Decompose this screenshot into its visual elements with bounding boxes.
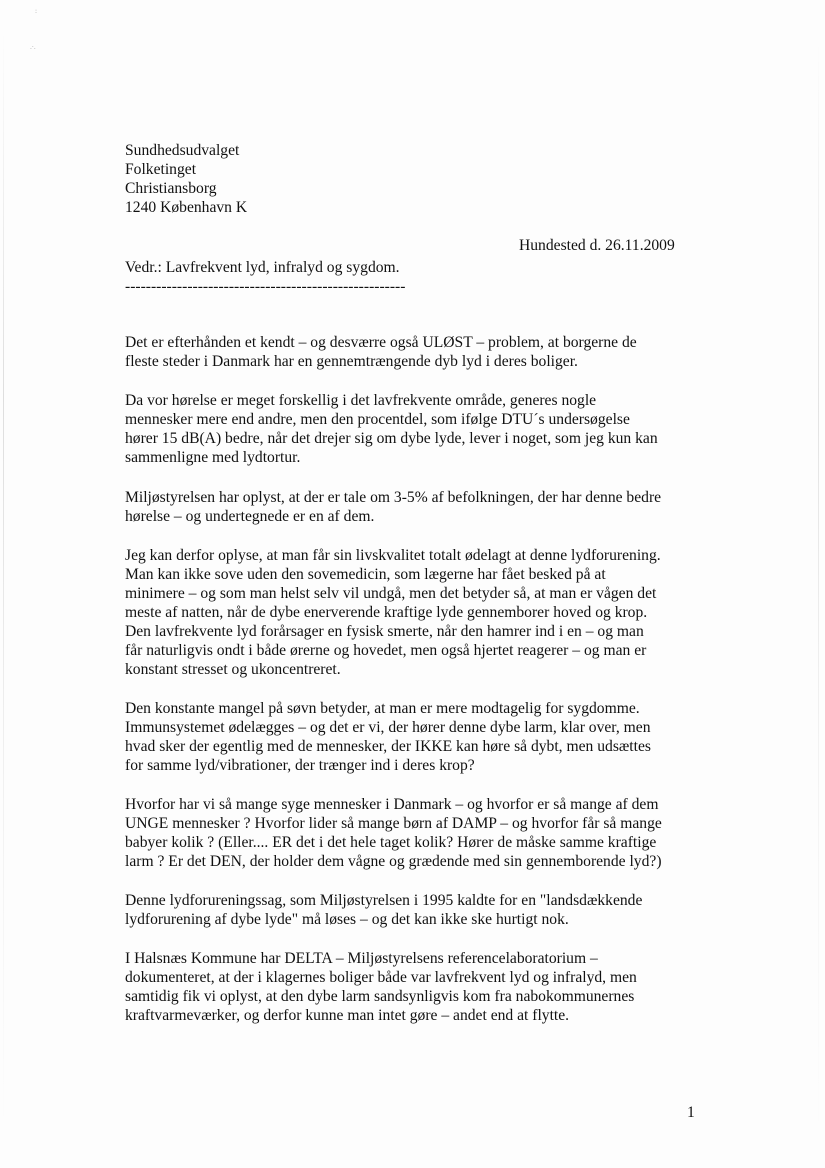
text-line: Denne lydforureningssag, som Miljøstyrelsen i 1995 kaldte for en "landsdækkende	[125, 892, 643, 909]
scan-edge-left	[3, 30, 4, 1130]
address-line: Folketinget	[125, 161, 197, 178]
text-line: dokumenteret, at der i klagernes boliger både var lavfrekvent lyd og infralyd, men	[125, 969, 637, 986]
scan-edge-right	[818, 40, 819, 1140]
text-line: fleste steder i Danmark har en gennemtrængende dyb lyd i deres boliger.	[125, 353, 578, 370]
paragraph	[125, 488, 700, 526]
text-line: I Halsnæs Kommune har DELTA – Miljøstyrelsens referencelaboratorium –	[125, 950, 598, 967]
text-line: lydforurening af dybe lyde" må løses – og det kan ikke ske hurtigt nok.	[125, 911, 569, 928]
address-line: Sundhedsudvalget	[125, 142, 240, 159]
text-line: hører 15 dB(A) bedre, når det drejer sig om dybe lyde, lever i noget, som jeg kun kan	[125, 430, 658, 447]
paragraph	[125, 546, 700, 679]
paragraph	[125, 333, 700, 371]
text-line: babyer kolik ? (Eller.... ER det i det hele taget kolik? Hører de måske samme kraftige	[125, 834, 657, 851]
text-line: mennesker mere end andre, men den procentdel, som ifølge DTU´s undersøgelse	[125, 411, 630, 428]
text-line: hørelse – og undertegnede er en af dem.	[125, 508, 375, 525]
paragraph	[125, 891, 700, 929]
text-line: sammenligne med lydtortur.	[125, 449, 301, 466]
text-line: Den konstante mangel på søvn betyder, at man er mere modtagelig for sygdomme.	[125, 700, 640, 717]
text-line: Hvorfor har vi så mange syge mennesker i Danmark – og hvorfor er så mange af dem	[125, 796, 659, 813]
text-line: larm ? Er det DEN, der holder dem vågne og grædende med sin gennemborende lyd?)	[125, 853, 662, 870]
dateline: Hundested d. 26.11.2009	[519, 237, 675, 254]
text-line: UNGE mennesker ? Hvorfor lider så mange børn af DAMP – og hvorfor får så mange	[125, 815, 662, 832]
text-line: kraftvarmeværker, og derfor kunne man intet gøre – andet end at flytte.	[125, 1007, 570, 1024]
text-line: samtidig fik vi oplyst, at den dybe larm sandsynligvis kom fra nabokommunernes	[125, 988, 635, 1005]
letter-body	[125, 333, 700, 1045]
text-line: Man kan ikke sove uden den sovemedicin, som lægerne har fået besked på at	[125, 566, 606, 583]
paragraph	[125, 949, 700, 1025]
text-line: konstant stresset og ukoncentreret.	[125, 661, 341, 678]
page-number: 1	[687, 1104, 695, 1121]
subject-underline: ------------------------------------------------------	[125, 278, 406, 295]
address-line: Christiansborg	[125, 180, 217, 197]
recipient-address	[125, 141, 247, 217]
text-line: meste af natten, når de dybe enerverende kraftige lyde gennemborer hoved og krop.	[125, 604, 648, 621]
subject-line: Vedr.: Lavfrekvent lyd, infralyd og sygdom.	[125, 259, 400, 276]
text-line: Jeg kan derfor oplyse, at man får sin livskvalitet totalt ødelagt at denne lydforurening.	[125, 547, 661, 564]
text-line: hvad sker der egentlig med de mennesker, der IKKE kan høre så dybt, men udsættes	[125, 738, 651, 755]
scan-speck: .·.	[30, 44, 36, 51]
text-line: får naturligvis ondt i både ørerne og hovedet, men også hjertet reagerer – og man er	[125, 642, 647, 659]
text-line: Det er efterhånden et kendt – og desværre også ULØST – problem, at borgerne de	[125, 334, 637, 351]
paragraph	[125, 795, 700, 871]
address-line: 1240 København K	[125, 199, 248, 216]
paragraph	[125, 699, 700, 775]
text-line: Da vor hørelse er meget forskellig i det lavfrekvente område, generes nogle	[125, 392, 597, 409]
scan-speck: :	[35, 8, 38, 15]
paragraph	[125, 391, 700, 467]
text-line: minimere – og som man helst selv vil undgå, men det betyder så, at man er vågen det	[125, 585, 657, 602]
text-line: Immunsystemet ødelægges – og det er vi, der hører denne dybe larm, klar over, men	[125, 719, 651, 736]
text-line: Den lavfrekvente lyd forårsager en fysisk smerte, når den hamrer ind i en – og man	[125, 623, 644, 640]
text-line: for samme lyd/vibrationer, der trænger ind i deres krop?	[125, 757, 475, 774]
text-line: Miljøstyrelsen har oplyst, at der er tale om 3-5% af befolkningen, der har denne bedre	[125, 489, 662, 506]
